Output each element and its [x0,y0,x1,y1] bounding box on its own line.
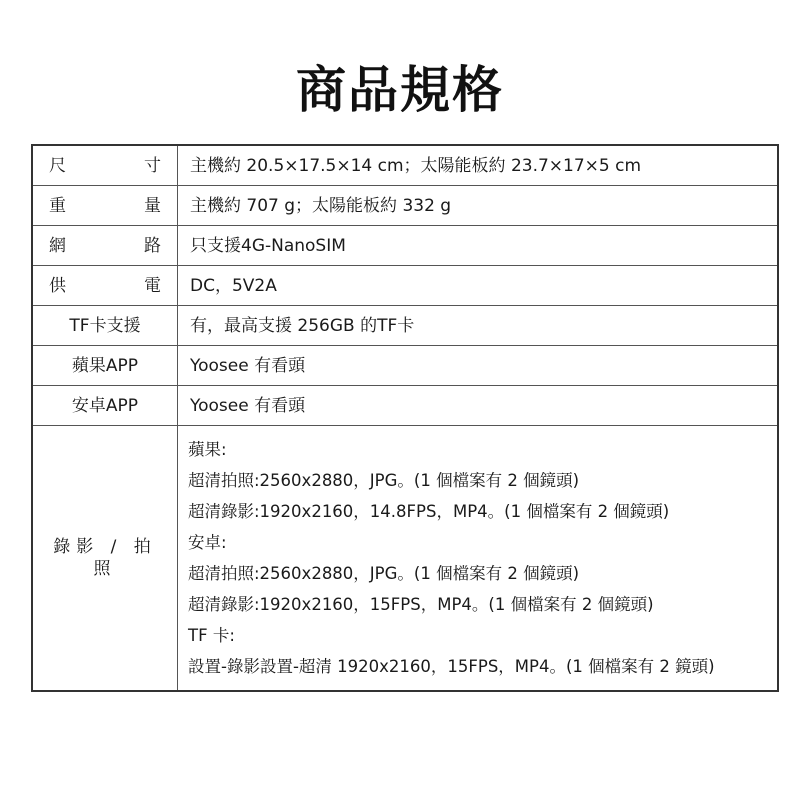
row-value: 有，最高支援 256GB 的TF卡 [178,306,779,346]
spec-line: 安卓: [188,533,227,552]
row-label: TF卡支援 [32,306,178,346]
table-row [32,266,778,306]
row-label: 蘋果APP [32,346,178,386]
row-value: Yoosee 有看頭 [178,386,779,426]
table-row [32,186,778,226]
row-value: Yoosee 有看頭 [178,346,779,386]
row-label [32,186,178,226]
row-value [178,426,779,692]
table-row [32,386,778,426]
spec-line: 設置-錄影設置-超清 1920x2160，15FPS，MP4。(1 個檔案有 2 鏡頭) [188,657,715,676]
spec-line: 超清拍照:2560x2880，JPG。(1 個檔案有 2 個鏡頭) [188,564,580,583]
spec-line: 超清拍照:2560x2880，JPG。(1 個檔案有 2 個鏡頭) [188,471,580,490]
label-char: 重 [49,195,66,216]
label-char: 量 [144,195,161,216]
label-char: 電 [144,275,161,296]
page-title: 商品規格 [296,61,504,119]
spec-line: 超清錄影:1920x2160，15FPS，MP4。(1 個檔案有 2 個鏡頭) [188,595,654,614]
spec-line: TF 卡: [188,626,235,645]
row-value: 主機約 20.5×17.5×14 cm；太陽能板約 23.7×17×5 cm [178,145,779,186]
table-row [32,145,778,186]
spec-table [31,144,779,692]
row-label: 錄影 / 拍照 [32,426,178,692]
label-char: 路 [144,235,161,256]
label-char: 供 [49,275,66,296]
label-char: 尺 [49,155,66,176]
row-label: 安卓APP [32,386,178,426]
row-value: DC，5V2A [178,266,779,306]
row-label [32,266,178,306]
table-row [32,346,778,386]
row-value: 只支援4G-NanoSIM [178,226,779,266]
row-value: 主機約 707 g；太陽能板約 332 g [178,186,779,226]
spec-line: 蘋果: [188,440,227,459]
row-label [32,226,178,266]
table-row [32,306,778,346]
spec-line: 超清錄影:1920x2160，14.8FPS，MP4。(1 個檔案有 2 個鏡頭) [188,502,670,521]
label-char: 寸 [144,155,161,176]
table-row [32,426,778,692]
row-label [32,145,178,186]
label-char: 網 [49,235,66,256]
table-row [32,226,778,266]
